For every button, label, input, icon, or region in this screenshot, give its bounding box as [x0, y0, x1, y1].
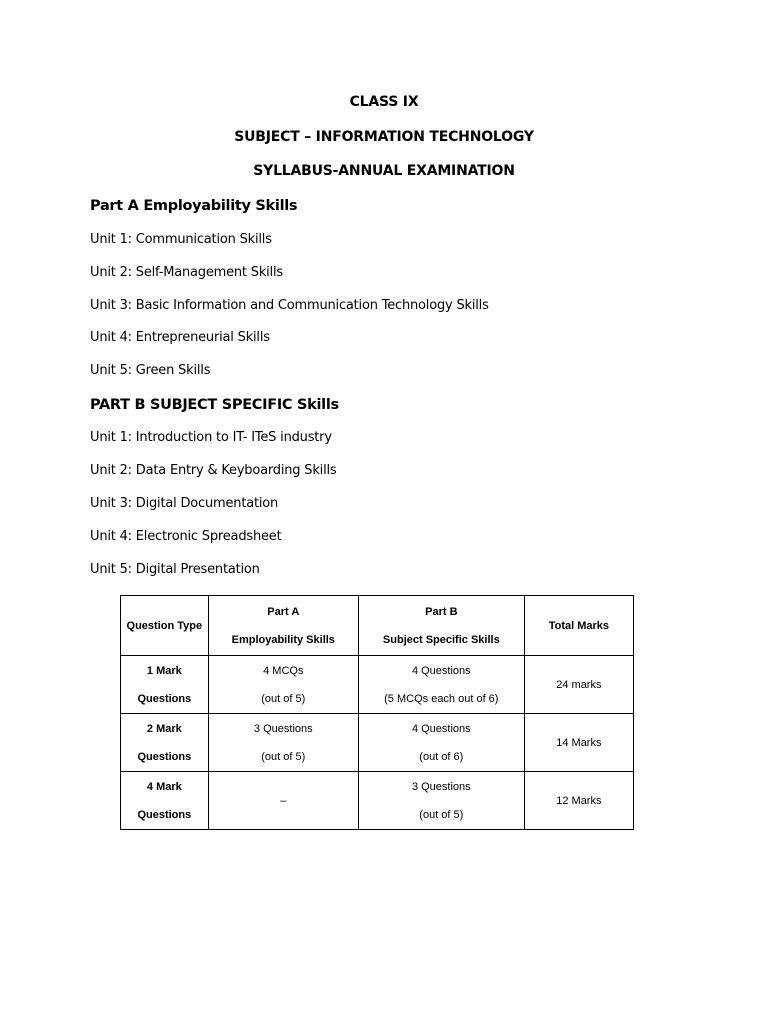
row-total [524, 772, 633, 830]
part-b-note: (out of 5) [419, 808, 464, 821]
header-total-marks [524, 596, 633, 656]
header-part-b-subtitle: Subject Specific Skills [382, 633, 500, 646]
row-question-type [121, 656, 209, 714]
marks-table [120, 595, 634, 830]
question-type-line2: Questions [137, 808, 192, 821]
part-a-unit-3: Unit 3: Basic Information and Communication Technology Skills [90, 298, 489, 313]
part-a-note: (out of 5) [261, 692, 306, 705]
row-part-a [208, 656, 358, 714]
part-a-unit-1: Unit 1: Communication Skills [90, 232, 272, 247]
row-part-b [358, 772, 524, 830]
row-part-a [208, 772, 358, 830]
header-question-type-label: Question Type [126, 619, 203, 632]
question-type-line2: Questions [137, 750, 192, 763]
row-question-type [121, 772, 209, 830]
part-b-note: (out of 6) [419, 750, 464, 763]
total-marks-value: 24 marks [556, 678, 602, 691]
header-question-type [121, 596, 209, 656]
part-a-count: 3 Questions [253, 722, 313, 735]
part-b-count: 4 Questions [411, 664, 471, 677]
header-part-a [208, 596, 358, 656]
part-a-note: (out of 5) [261, 750, 306, 763]
question-type-line2: Questions [137, 692, 192, 705]
part-a-unit-4: Unit 4: Entrepreneurial Skills [90, 330, 270, 345]
part-b-note: (5 MCQs each out of 6) [384, 692, 499, 705]
row-total [524, 656, 633, 714]
table-header-row [121, 596, 634, 656]
row-part-b [358, 656, 524, 714]
header-total-marks-label: Total Marks [548, 619, 610, 632]
row-part-a [208, 714, 358, 772]
header-part-b [358, 596, 524, 656]
table-row [121, 714, 634, 772]
part-b-heading: PART B SUBJECT SPECIFIC Skills [90, 397, 339, 413]
header-part-a-subtitle: Employability Skills [231, 633, 335, 646]
part-b-unit-1: Unit 1: Introduction to IT- ITeS industry [90, 430, 332, 445]
row-total [524, 714, 633, 772]
part-b-count: 3 Questions [411, 780, 471, 793]
part-b-unit-2: Unit 2: Data Entry & Keyboarding Skills [90, 463, 337, 478]
part-a-unit-2: Unit 2: Self-Management Skills [90, 265, 283, 280]
part-a-empty-dash: – [280, 794, 287, 807]
table-row [121, 772, 634, 830]
table-row [121, 656, 634, 714]
row-part-b [358, 714, 524, 772]
syllabus-title: SYLLABUS-ANNUAL EXAMINATION [253, 163, 515, 179]
part-a-count: 4 MCQs [263, 664, 304, 677]
part-b-count: 4 Questions [411, 722, 471, 735]
total-marks-value: 12 Marks [556, 794, 602, 807]
part-b-unit-5: Unit 5: Digital Presentation [90, 562, 260, 577]
total-marks-value: 14 Marks [556, 736, 602, 749]
part-b-unit-4: Unit 4: Electronic Spreadsheet [90, 529, 282, 544]
header-part-a-title: Part A [267, 605, 300, 618]
row-question-type [121, 714, 209, 772]
class-title: CLASS IX [349, 94, 419, 110]
question-type-line1: 2 Mark [146, 722, 182, 735]
part-a-heading: Part A Employability Skills [90, 198, 298, 214]
header-part-b-title: Part B [425, 605, 458, 618]
question-type-line1: 1 Mark [146, 664, 182, 677]
part-a-unit-5: Unit 5: Green Skills [90, 363, 211, 378]
question-type-line1: 4 Mark [146, 780, 182, 793]
subject-title: SUBJECT – INFORMATION TECHNOLOGY [234, 129, 534, 145]
part-b-unit-3: Unit 3: Digital Documentation [90, 496, 279, 511]
